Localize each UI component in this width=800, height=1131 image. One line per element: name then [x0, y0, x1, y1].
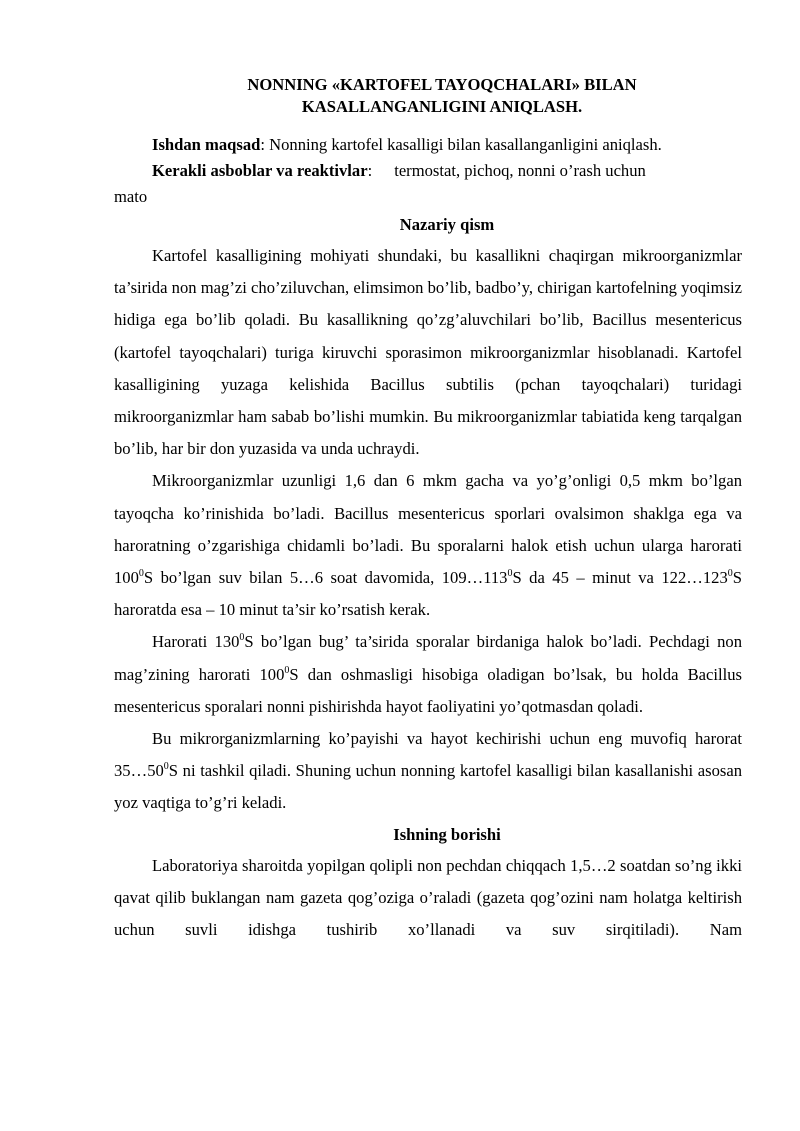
goal-label: Ishdan maqsad [152, 135, 261, 154]
equipment-continuation: mato [114, 187, 148, 206]
document-title [142, 74, 742, 118]
degree-superscript: 0 [507, 568, 513, 580]
theory-p4-text-b: S ni tashkil qiladi. Shuning uchun nonning kartofel kasalligi bilan kasallanishi asosan yoz vaqtiga to’g’ri keladi. [114, 761, 742, 813]
title-line-2: KASALLANGANLIGINI ANIQLASH. [301, 97, 583, 116]
theory-heading: Nazariy qism [399, 215, 495, 234]
degree-superscript: 0 [727, 568, 733, 580]
theory-paragraph-2 [114, 465, 742, 626]
theory-paragraph-1: Kartofel kasalligining mohiyati shundaki, bu kasallikni chaqirgan mikroorganizmlar ta’sirida non mag’zi cho’ziluvchan, elimsimon bo’lib, badbo’y, chirigan kartofelning yoqimsiz hidiga ega bo’lib qoladi. Bu kasallikning qo’zg’aluvchilari bo’lib, Bacillus mesentericus (kartofel tayoqchalari) turiga kiruvchi sporasimon mikroorganizmlar hisoblanadi. Kartofel kasalligining yuzaga kelishida Bacillus subtilis (pchan tayoqchalari) turidagi mikroorganizmlar ham sabab bo’lishi mumkin. Bu mikroorganizmlar tabiatida keng tarqalgan bo’lib, har bir don yuzasida va unda uchraydi. [114, 246, 742, 459]
theory-p4-text-a: Bu mikrorganizmlarning ko’payishi va hayot kechirishi uchun eng muvofiq harorat 35…50 [114, 729, 742, 781]
equipment-colon: : [367, 161, 373, 180]
procedure-heading: Ishning borishi [393, 824, 501, 844]
theory-p3-text-c: S dan oshmasligi hisobiga oladigan bo’lsak, bu holda Bacillus mesentericus sporalari nonni pishirishda hayot faoliyatini yo’qotmasdan qoladi. [114, 664, 742, 716]
title-line-1: NONNING «KARTOFEL TAYOQCHALARI» BILAN [247, 75, 637, 94]
theory-p3-text-a: Harorati 130 [152, 632, 240, 652]
equipment-line [114, 158, 742, 184]
degree-superscript: 0 [163, 761, 169, 773]
theory-p3-text-b: S bo’lgan bug’ ta’sirida sporalar birdaniga halok bo’ladi. Pechdagi non mag’zining harorati 100 [114, 632, 742, 684]
degree-superscript: 0 [239, 632, 245, 644]
equipment-label: Kerakli asboblar va reaktivlar [152, 161, 368, 180]
equipment-text: termostat, pichoq, nonni o’rash uchun [394, 161, 646, 180]
theory-paragraph-3 [114, 626, 742, 723]
theory-p2-text-d: S haroratda esa – 10 minut ta’sir ko’rsatish kerak. [114, 568, 742, 620]
theory-p2-text-c: S da 45 – minut va 122…123 [512, 568, 728, 588]
document-page [114, 74, 742, 946]
degree-superscript: 0 [284, 664, 290, 676]
theory-p2-text-a: Mikroorganizmlar uzunligi 1,6 dan 6 mkm gacha va yo’g’onligi 0,5 mkm bo’lgan tayoqcha ko’rinishida bo’ladi. Bacillus mesentericus sporlari ovalsimon shaklga ega va haroratning o’zgarishiga chidamli bo’ladi. Bu sporalarni halok etish uchun ularga harorati 100 [114, 471, 742, 588]
theory-paragraph-4 [114, 723, 742, 820]
theory-p2-text-b: S bo’lgan suv bilan 5…6 soat davomida, 109…113 [143, 568, 508, 588]
goal-text: : Nonning kartofel kasalligi bilan kasallanganligini aniqlash. [260, 135, 662, 154]
degree-superscript: 0 [138, 568, 144, 580]
procedure-paragraph-1: Laboratoriya sharoitda yopilgan qolipli non pechdan chiqqach 1,5…2 soatdan so’ng ikki qavat qilib buklangan nam gazeta qog’oziga o’raladi (gazeta qog’ozini nam holatga keltirish uchun suvli idishga tushirib xo’llanadi va suv sirqitiladi). Nam [114, 855, 742, 940]
goal-line [114, 132, 742, 158]
